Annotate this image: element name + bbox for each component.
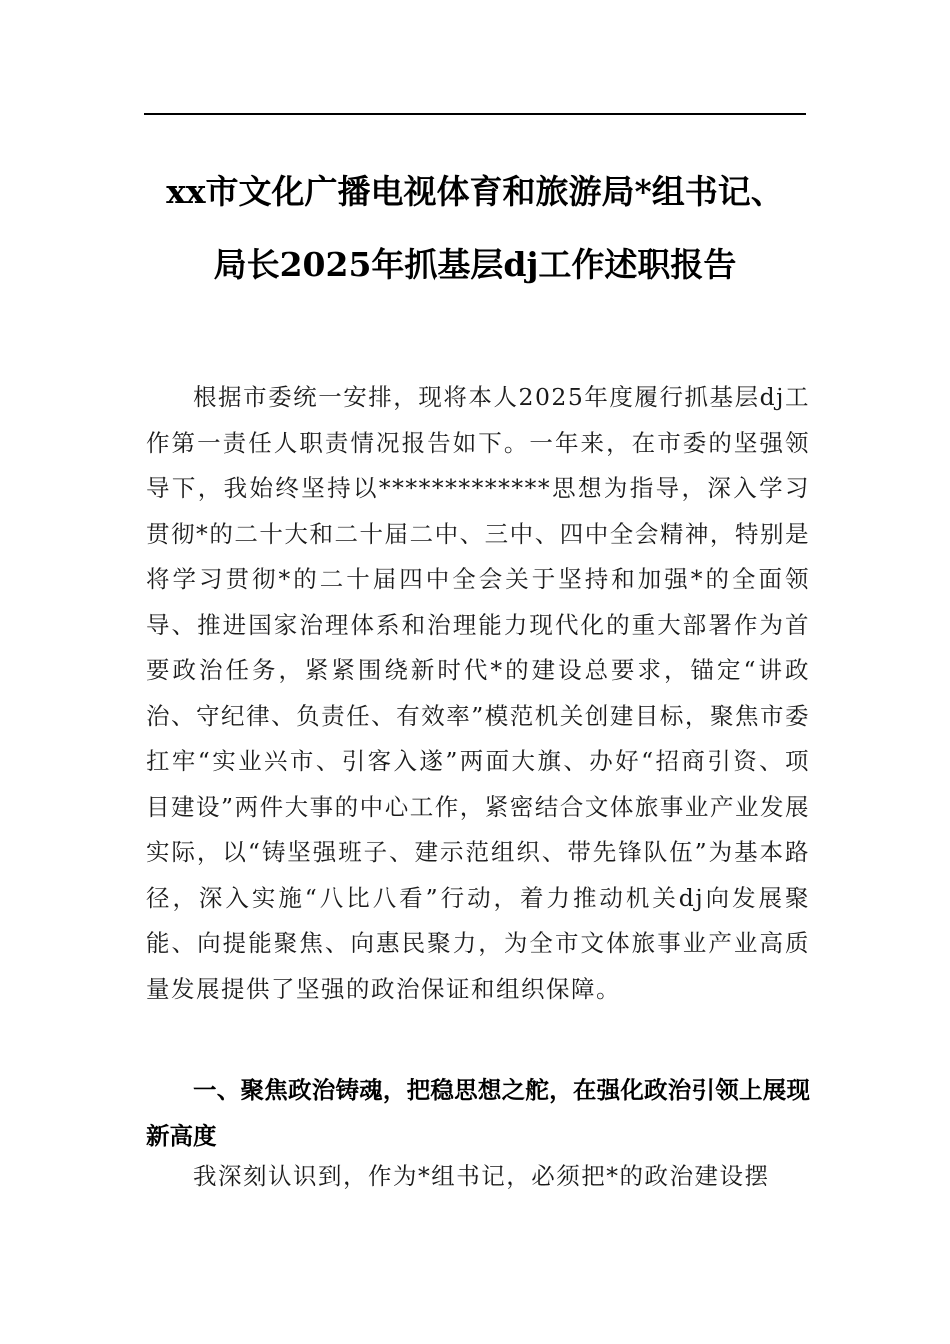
header-rule <box>144 113 806 115</box>
intro-paragraph: 根据市委统一安排，现将本人2025年度履行抓基层dj工作第一责任人职责情况报告如下。一年来，在市委的坚强领导下，我始终坚持以*************思想为指导，深入学习贯彻*的二十大和二十届二中、三中、四中全会精神，特别是将学习贯彻*的二十届四中全会关于坚持和加强*的全面领导、推进国家治理体系和治理能力现代化的重大部署作为首要政治任务，紧紧围绕新时代*的建设总要求，锚定“讲政治、守纪律、负责任、有效率”模范机关创建目标，聚焦市委扛牢“实业兴市、引客入遂”两面大旗、办好“招商引资、项目建设”两件大事的中心工作，紧密结合文体旅事业产业发展实际，以“铸坚强班子、建示范组织、带先锋队伍”为基本路径，深入实施“八比八看”行动，着力推动机关dj向发展聚能、向提能聚焦、向惠民聚力，为全市文体旅事业产业高质量发展提供了坚强的政治保证和组织保障。 <box>146 383 810 1003</box>
section1-heading: 一、聚焦政治铸魂，把稳思想之舵，在强化政治引领上展现新高度 <box>146 1076 810 1150</box>
document-title-line2: 局长2025年抓基层dj工作述职报告 <box>213 245 737 284</box>
section1-paragraph: 我深刻认识到，作为*组书记，必须把*的政治建设摆 <box>193 1162 770 1190</box>
document-title-line1: xx市文化广播电视体育和旅游局*组书记、 <box>166 172 784 211</box>
